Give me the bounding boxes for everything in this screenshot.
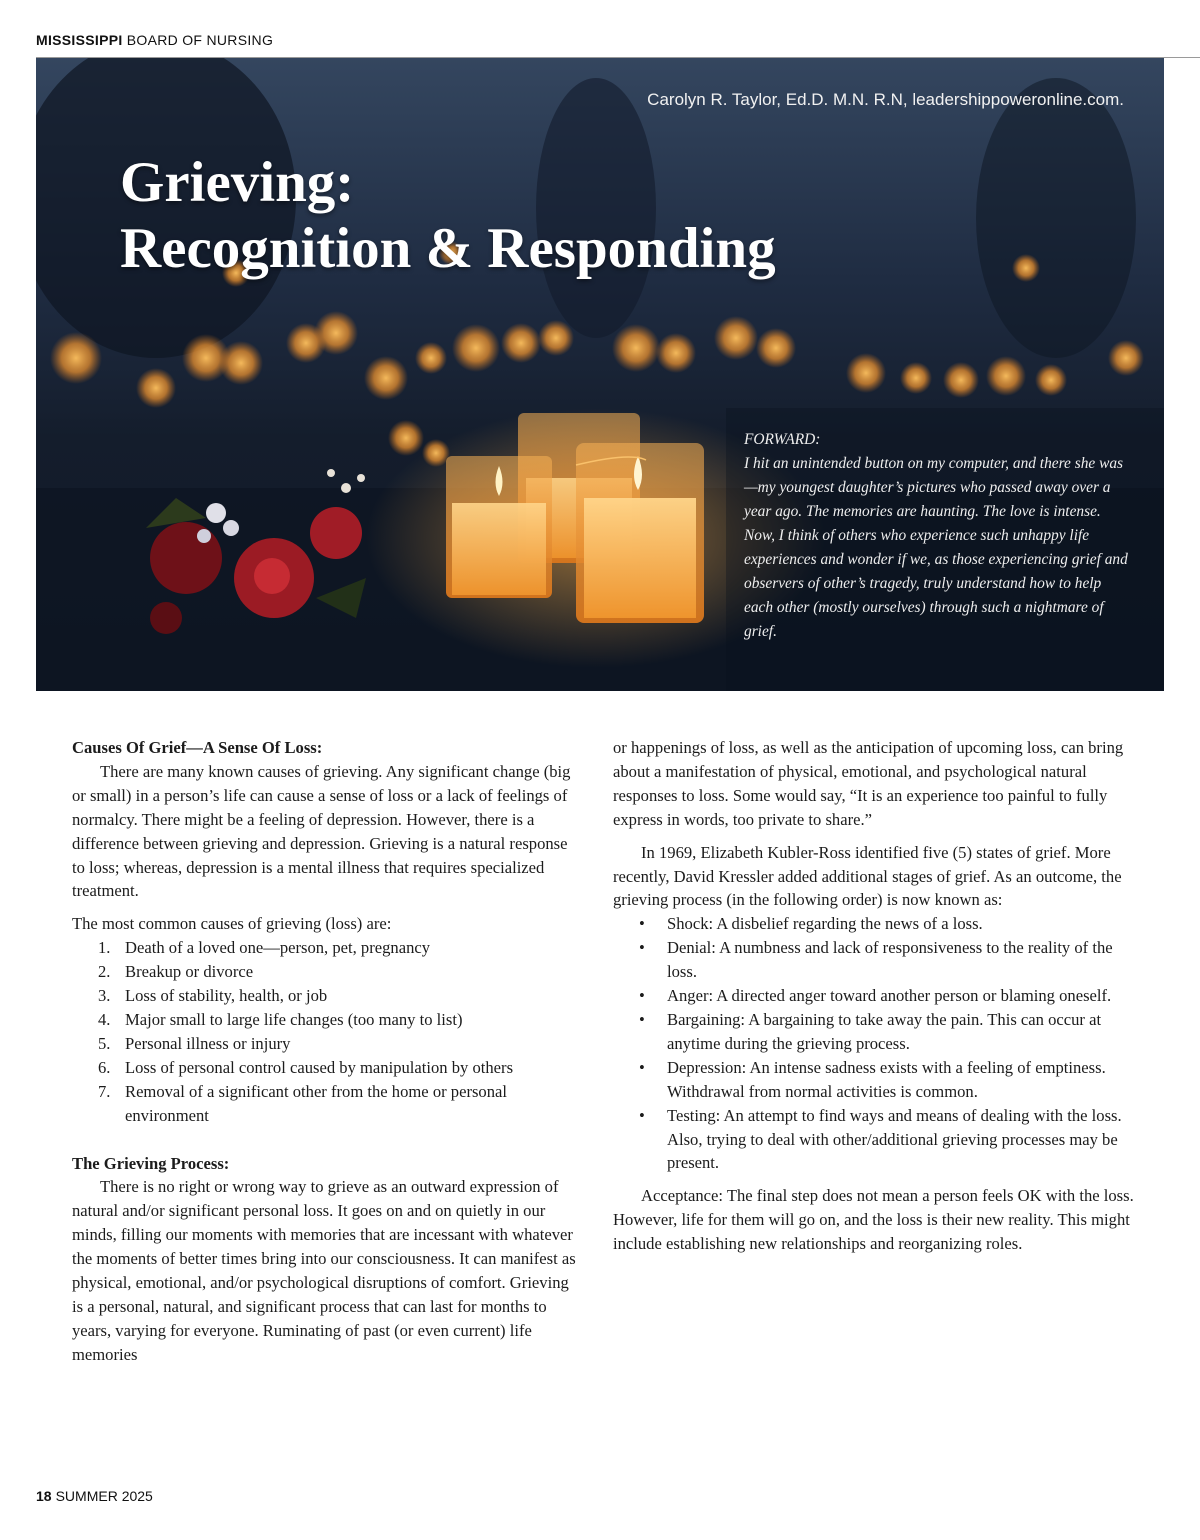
list-item: 2. Breakup or divorce: [98, 962, 254, 982]
header-board: BOARD OF NURSING: [126, 32, 274, 48]
causes-list-intro: The most common causes of grieving (loss) are:: [72, 914, 392, 934]
list-item: • Shock: A disbelief regarding the news of a loss.: [639, 914, 983, 934]
forward-text: I hit an unintended button on my computer, and there she was—my youngest daughter’s pictures who passed away over a year ago. The memories are haunting. The love is intense. Now, I think of others who experience such unhappy life experiences and wonder if we, as those experiencing grief and observers of other’s tragedy, truly understand how to help each other (mostly ourselves) through such a nightmare of grief.: [744, 455, 1128, 640]
acceptance-paragraph: Acceptance: The final step does not mean a person feels OK with the loss. However, life for them will go on, and the loss is their new reality. This might include establishing new relationships and reorganizing roles.: [613, 1186, 1134, 1254]
hero-image: [36, 58, 1164, 691]
list-item: • Depression: An intense sadness exists with a feeling of emptiness. Withdrawal from normal activities is common.: [639, 1057, 1106, 1101]
header-state: MISSISSIPPI: [36, 32, 123, 48]
stages-list: [613, 912, 1143, 1175]
forward-label: FORWARD:: [744, 431, 821, 448]
list-item: • Denial: A numbness and lack of responsiveness to the reality of the loss.: [639, 938, 1113, 982]
left-column: [72, 736, 577, 1367]
process-paragraph: There is no right or wrong way to grieve as an outward expression of natural and/or significant personal loss. It goes on and on quietly in our minds, filling our moments with memories that are incessant with whatever the moments of better times bring into our consciousness. It can manifest as physical, emotional, and/or psychological disruptions of comfort. Grieving is a personal, natural, and significant process that can last for months to years, varying for everyone. Ruminating of past (or even current) life memories: [72, 1177, 576, 1364]
page-footer: [36, 1488, 153, 1504]
process-paragraph-continued: or happenings of loss, as well as the anticipation of upcoming loss, can bring about a manifestation of physical, emotional, and psychological natural responses to loss. Some would say, “It is an experience too painful to fully express in words, too private to share.”: [613, 738, 1124, 829]
list-item: • Anger: A directed anger toward another person or blaming oneself.: [639, 986, 1112, 1006]
author-byline: Carolyn R. Taylor, Ed.D. M.N. R.N, leadershippoweronline.com.: [647, 90, 1124, 109]
issue-label: SUMMER 2025: [55, 1488, 153, 1504]
list-item: • Testing: An attempt to find ways and means of dealing with the loss. Also, trying to deal with other/additional grieving processes may be present.: [639, 1105, 1122, 1173]
process-heading: The Grieving Process:: [72, 1153, 230, 1173]
list-item: • Bargaining: A bargaining to take away the pain. This can occur at anytime during the grieving process.: [639, 1009, 1102, 1053]
title-line-2: Recognition & Responding: [120, 217, 776, 280]
list-item: 4. Major small to large life changes (too many to list): [98, 1009, 463, 1029]
list-item: 1. Death of a loved one—person, pet, pregnancy: [98, 938, 431, 958]
list-item: 3. Loss of stability, health, or job: [98, 986, 328, 1006]
list-item: 5. Personal illness or injury: [98, 1033, 291, 1053]
page-number: 18: [36, 1488, 52, 1504]
article-title: [120, 150, 776, 282]
causes-paragraph: There are many known causes of grieving. Any significant change (big or small) in a person’s life can cause a sense of loss or a lack of feelings of normalcy. There might be a feeling of depression. However, there is a difference between grieving and depression. Grieving is a natural response to loss; whereas, depression is a mental illness that requires specialized treatment.: [72, 761, 571, 901]
list-item: 7. Removal of a significant other from the home or personal environment: [98, 1081, 508, 1125]
causes-heading: Causes Of Grief—A Sense Of Loss:: [72, 738, 323, 757]
right-column: [613, 736, 1143, 1256]
causes-list: [72, 936, 577, 1127]
forward-note: [744, 428, 1134, 644]
list-item: 6. Loss of personal control caused by manipulation by others: [98, 1057, 514, 1077]
title-line-1: Grieving:: [120, 151, 355, 214]
publication-header: [36, 32, 273, 48]
stages-intro: In 1969, Elizabeth Kubler-Ross identified five (5) states of grief. More recently, David Kressler added additional stages of grief. As an outcome, the grieving process (in the following order) is now known as:: [613, 842, 1122, 910]
